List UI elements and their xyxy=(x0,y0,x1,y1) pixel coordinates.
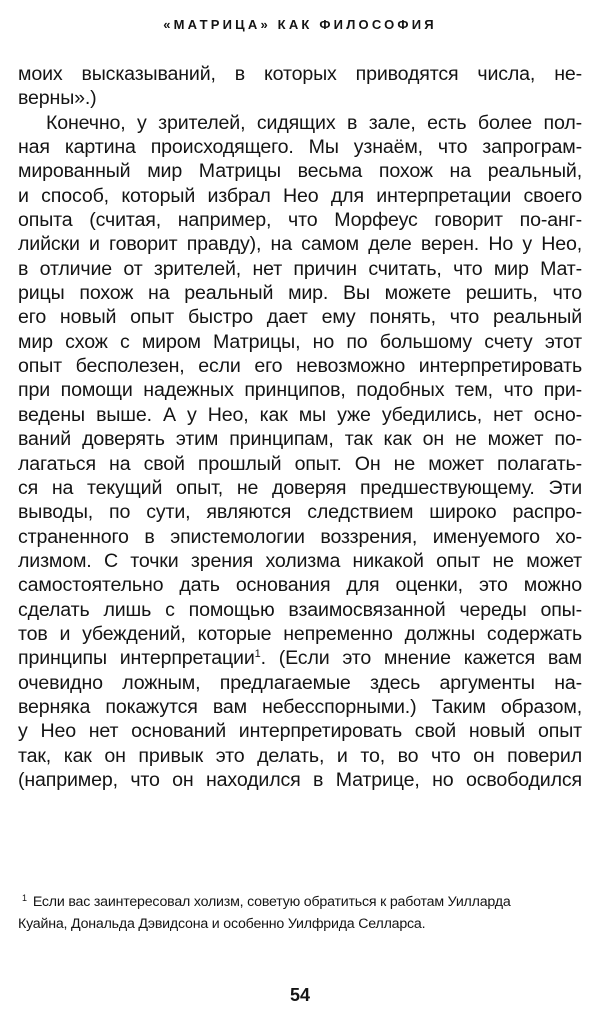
page-number: 54 xyxy=(289,985,311,1005)
text-line: ваний доверять этим принципам, так как он не может по- xyxy=(18,428,582,451)
text-line: (например, что он находился в Матрице, но освободился xyxy=(18,768,582,791)
text-line: тов и убеждений, которые непременно должны содержать xyxy=(18,622,582,645)
footnote-line: Куайна, Дональда Дэвидсона и особенно Уилфрида Селларса. xyxy=(18,916,426,932)
text-line: у Нео нет оснований интерпретировать свой новый опыт xyxy=(18,720,582,743)
text-line: лийски и говорит правду), на самом деле верен. Но у Нео, xyxy=(18,233,582,256)
text-line-with-footnote-ref xyxy=(18,646,582,670)
footnote-reference[interactable]: 1 xyxy=(254,648,261,661)
text-fragment: принципы интерпретации xyxy=(18,647,255,670)
footnote-line xyxy=(18,891,582,913)
text-line: лизмом. С точки зрения холизма никакой опыт не может xyxy=(18,549,582,572)
running-head: «МАТРИЦА» КАК ФИЛОСОФИЯ xyxy=(163,17,437,32)
text-line: лагаться на свой прошлый опыт. Он не может полагать- xyxy=(18,452,582,475)
text-line: мир схож с миром Матрицы, но по большому счету этот xyxy=(18,330,582,353)
text-line: ся на текущий опыт, не доверяя предшествующему. Эти xyxy=(18,476,582,499)
text-line: ная картина происходящего. Мы узнаём, что запрограм- xyxy=(18,136,582,159)
text-line: ведены выше. А у Нео, как мы уже убедились, нет осно- xyxy=(18,403,582,426)
text-line: при помощи надежных принципов, подобных тем, что при- xyxy=(18,379,582,402)
text-line: мированный мир Матрицы весьма похож на реальный, xyxy=(18,160,582,183)
text-line: самостоятельно дать основания для оценки, это можно xyxy=(18,574,582,597)
text-line: опыт бесполезен, если его невозможно интерпретировать xyxy=(18,355,582,378)
text-line: очевидно ложным, предлагаемые здесь аргументы на- xyxy=(18,671,582,694)
text-line: выводы, по сути, являются следствием широко распро- xyxy=(18,501,582,524)
text-line: так, как он привык это делать, и то, во что он поверил xyxy=(18,744,582,767)
footnote-marker: 1 xyxy=(22,893,27,903)
text-line: верняка покажутся вам небесспорными.) Таким образом, xyxy=(18,695,582,718)
text-line: его новый опыт быстро дает ему понять, что реальный xyxy=(18,306,582,329)
text-line: и способ, который избрал Нео для интерпретации своего xyxy=(18,184,582,207)
text-line: верны».) xyxy=(18,87,97,110)
text-line: рицы похож на реальный мир. Вы можете решить, что xyxy=(18,282,582,305)
footnote-text: Если вас заинтересовал холизм, советую обратиться к работам Уилларда xyxy=(32,894,511,910)
text-line: страненного в эпистемологии воззрения, именуемого хо- xyxy=(18,525,582,548)
text-line: опыта (считая, например, что Морфеус говорит по-анг- xyxy=(18,209,582,232)
text-line: сделать лишь с помощью взаимосвязанной череды опы- xyxy=(18,598,582,621)
footnote xyxy=(18,891,582,935)
text-line: моих высказываний, в которых приводятся числа, не- xyxy=(18,63,582,85)
text-fragment: . (Если это мнение кажется вам xyxy=(260,647,582,670)
text-line: в отличие от зрителей, нет причин считать, что мир Мат- xyxy=(18,257,582,280)
body-text xyxy=(18,62,582,792)
paragraph-start-line: Конечно, у зрителей, сидящих в зале, есть более пол- xyxy=(46,111,582,134)
